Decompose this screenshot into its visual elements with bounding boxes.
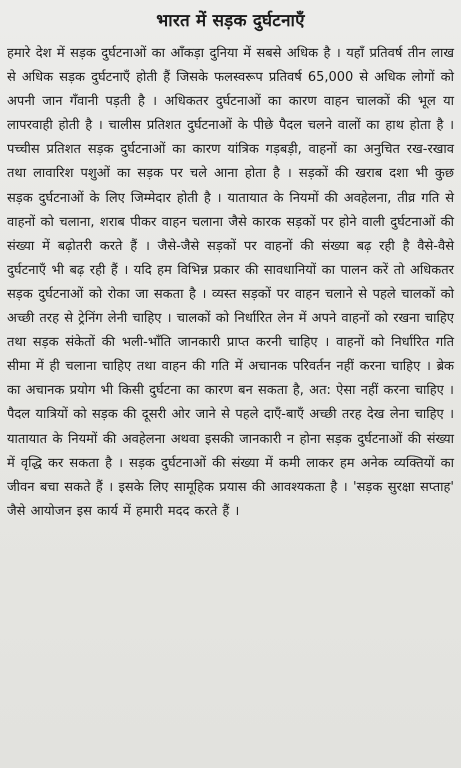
essay-paragraph: हमारे देश में सड़क दुर्घटनाओं का आँकड़ा दुनिया में सबसे अधिक है । यहाँ प्रतिवर्ष तीन लाख से अधिक सड़क दुर्घटनाएँ होती हैं जिसके फलस्वरूप प्रतिवर्ष 65,000 से अधिक लोगों को अपनी जान गँवानी पड़ती है । अधिकतर दुर्घटनाओं का कारण वाहन चालकों की भूल या लापरवाही होती है । चालीस प्रतिशत दुर्घटनाओं के पीछे पैदल चलने वालों का हाथ होता है । पच्चीस प्रतिशत सड़क दुर्घटनाओं का कारण यांत्रिक गड़बड़ी, वाहनों का अनुचित रख-रखाव तथा लावारिश पशुओं का सड़क पर चले आना होता है । सड़कों की खराब दशा भी कुछ सड़क दुर्घटनाओं के लिए जिम्मेदार होती है । यातायात के नियमों की अवहेलना, तीव्र गति से वाहनों को चलाना, शराब पीकर वाहन चलाना जैसे कारक सड़कों पर होने वाली दुर्घटनाओं की संख्या में बढ़ोतरी करते हैं । जैसे-जैसे सड़कों पर वाहनों की संख्या बढ़ रही है वैसे-वैसे दुर्घटनाएँ भी बढ़ रही हैं । यदि हम विभिन्न प्रकार की सावधानियों का पालन करें तो अधिकतर सड़क दुर्घटनाओं को रोका जा सकता है । व्यस्त सड़कों पर वाहन चलाने से पहले चालकों को अच्छी तरह से ट्रेनिंग लेनी चाहिए । चालकों को निर्धारित लेन में अपने वाहनों को रखना चाहिए तथा सड़क संकेतों की भली-भाँति जानकारी प्राप्त करनी चाहिए । वाहनों को निर्धारित गति सीमा में ही चलाना चाहिए तथा वाहन की गति में अचानक परिवर्तन नहीं करना चाहिए । ब्रेक का अचानक प्रयोग भी किसी दुर्घटना का कारण बन सकता है, अत: ऐसा नहीं करना चाहिए । पैदल यात्रियों को सड़क की दूसरी ओर जाने से पहले दाएँ-बाएँ अच्छी तरह देख लेना चाहिए । यातायात के नियमों की अवहेलना अथवा इसकी जानकारी न होना सड़क दुर्घटनाओं की संख्या में वृद्धि कर सकता है । सड़क दुर्घटनाओं की संख्या में कमी लाकर हम अनेक व्यक्तियों का जीवन बचा सकते हैं । इसके लिए सामूहिक प्रयास की आवश्यकता है । 'सड़क सुरक्षा सप्ताह' जैसे आयोजन इस कार्य में हमारी मदद करते हैं । [7,46,454,519]
document-title: भारत में सड़क दुर्घटनाएँ [156,11,305,31]
